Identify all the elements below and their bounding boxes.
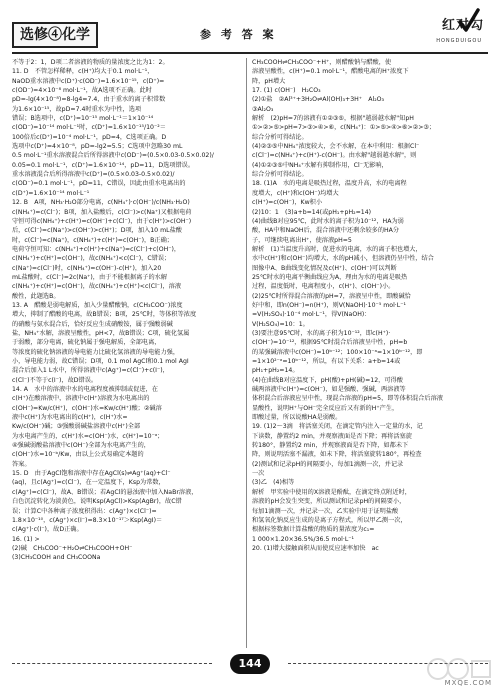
- answer-line: 溶液的pH会发生突变，所以测试和记录pH的间隔要小，: [252, 498, 406, 506]
- answer-line: 的硝酸与氨水混合后，恰好反应生成硝酸铵，属于强酸弱碱: [12, 320, 173, 328]
- answer-line: 12. B A项，NH₃·H₂O部分电离，c(NH₄⁺)·c(OH⁻)/c(NH₃·H₂O): [12, 199, 190, 207]
- answer-line: 解析 (2)pH=7的溶液有①②③⑤，根据"越弱越水解"知pH: [252, 115, 414, 123]
- answer-line: 增大，抑制了醋酸的电离，故B错误；B项，25℃时，等体积等浓度: [12, 311, 197, 319]
- answer-line: mL盐酸时，c(Cl⁻)=2c(Na⁺)，由于不能根据离子的水解: [12, 273, 168, 281]
- answer-line: c(Cl⁻)不等于c(I⁻)，故D错误。: [12, 376, 98, 384]
- answer-line: 酸，HA中和NaOH后，混合溶液中还剩余较多的HA分: [252, 227, 400, 235]
- answer-line: 解析 (1)当温度升高时，促进水的电离，水的离子积也增大，: [252, 245, 422, 253]
- answer-line: 0.5 mol·L⁻¹重水溶液混合后所得溶液中c(OD⁻)=(0.5×0.03-0.5×0.02)/: [12, 152, 214, 160]
- answer-line: 即酸过量，所以说酸HA是弱酸。: [252, 414, 342, 422]
- answer-line: 1.8×10⁻¹⁰，c(Ag⁺)×c(I⁻)=8.3×10⁻¹⁷＞Ksp(AgI)＝: [12, 516, 163, 524]
- answer-line: 1 000×1.20×36.5%/36.5 mol·L⁻¹: [252, 535, 355, 543]
- page-number: 144: [230, 654, 270, 674]
- answer-line: 误；计算C中各种离子浓度积得出：c(Ag⁺)×c(Cl⁻)=: [12, 507, 157, 515]
- answer-line: 小，导电能力弱，故C错误；D项，0.1 mol AgCl和0.1 mol AgI: [12, 358, 189, 365]
- answer-line: c(D⁺)=1.6×10⁻¹⁴ mol·L⁻¹: [12, 189, 90, 197]
- answer-line: 盐，NH₄⁺水解，溶液呈酸性，pH<7，故B错误；C项，硫化氢属: [12, 329, 190, 337]
- answer-line: c(Ag⁺)·c(I⁻)，故D正确。: [12, 526, 83, 534]
- column-divider: [246, 58, 247, 648]
- answer-line: 答案。: [12, 460, 31, 468]
- answer-line: 的某强碱溶液中c(OH⁻)=10ᵇ⁻¹²；100×10⁻ᵃ=1×10ᵇ⁻¹²，即: [252, 348, 423, 356]
- answer-line: (4)②③⑤中NH₄⁺浓度较大，会不水解，在本中利用：根据Cl⁻: [252, 143, 420, 151]
- answer-line: 解析 甲实验中使用的X溶液是酚酞，在滴定终点附近时，: [252, 488, 411, 496]
- section-title: 参 考 答 案: [200, 28, 277, 41]
- answer-line: 液中c(H⁺)为水电离出的c(H⁺)，c(H⁺)水=: [12, 414, 128, 422]
- answer-line: (2)碱 CH₃COO⁻+H₂O⇌CH₃COOH+OH⁻: [12, 544, 133, 552]
- answer-line: 和氢氧化钠反应生成的是离子方程式，所以甲乙测一次，: [252, 516, 407, 524]
- answer-line: c(H⁺)在酸溶液中，溶液中c(H⁺)溶液为水电离出的: [12, 395, 150, 403]
- brand-subtitle: HONGDUIGOU: [436, 38, 482, 44]
- answer-line: 等浓度的硫化钠溶液的导电能力比硫化氢溶液的导电能力强，: [12, 348, 180, 356]
- answer-line: 一次: [252, 470, 265, 478]
- answer-line: 酸性，此题选B。: [12, 292, 60, 300]
- answer-line: 白色沉淀转化为淡黄色，说明Ksp(AgCl)>Ksp(AgBr)，故C错: [12, 498, 182, 506]
- answer-line: (4)在曲线B对应温度下，pH(酸)+pH(碱)=12，可得酸: [252, 376, 403, 384]
- answer-line: c(NH₄⁺)+c(H⁺)=c(OH⁻)，故c(NH₄⁺)+c(H⁺)<c(Cl⁻)，溶液: [12, 283, 182, 291]
- answer-line: =1×10²⁻ᵃ=10ᵇ⁻¹²，所以，有以下关系：a+b=14或: [252, 358, 401, 365]
- answer-line: 16. (1) >: [12, 535, 40, 543]
- answer-line: c(NH₄⁺)+c(H⁺)=c(OH⁻)，故c(NH₄⁺)<c(Cl⁻)，C错误；: [12, 255, 171, 263]
- answer-line: (4)①②③⑤中NH₄⁺水解有抑制作用，Cl⁻无影响，: [252, 161, 388, 169]
- page-header: [12, 8, 488, 52]
- answer-line: c(Cl⁻)=c(NH₄⁺)+c(H⁺)-c(OH⁻)。由水解"越弱越水解"，则: [252, 152, 417, 160]
- answer-line: 后，c(Cl⁻)=c(Na⁺)>c(OH⁻)>c(H⁺)；D项，加入10 mL盐酸: [12, 227, 182, 235]
- answer-line: 图像中A、B曲线变化情况及c(H⁺)、c(OH⁻)可以判断: [252, 264, 397, 272]
- answer-line: c(OH⁻)=Kw/c(H⁺)，c(OH⁻)水=Kw/c(H⁺)酸；②碱溶: [12, 404, 162, 412]
- answer-line: (2)25℃时所得混合溶液的pH=7，溶液呈中性，即酸碱恰: [252, 292, 411, 300]
- brand-logo: 红对勾: [441, 18, 484, 33]
- answer-line: 好中和，即n(OH⁻)=n(H⁺)，则V(NaOH)·10⁻⁵ mol·L⁻¹: [252, 301, 406, 309]
- answer-line: c(OD⁻)=4×10⁻⁸ mol·L⁻¹，故A选项不正确。此时: [12, 87, 152, 95]
- answer-line: 综合分析可得结论。: [252, 133, 308, 141]
- answer-line: (2)10：1 (3)a+b=14(或pH₁+pH₂=14): [252, 208, 372, 216]
- answer-line: 水中c(H⁺)和c(OH⁻)均增大，水的pH减小，但溶液仍呈中性，结合: [252, 255, 434, 263]
- answer-line: 选项中c(D⁺)=4×10⁻⁸，pD=-lg2=5.5；C选项中忽略30 mL: [12, 143, 183, 151]
- answer-line: 综合分析可得结论。: [252, 171, 308, 179]
- answer-line: 度增大，c(H⁺)和c(OH⁻)均增大: [252, 189, 339, 197]
- answer-line: 17. (1) c(OH⁻) H₂CO₃: [252, 87, 321, 95]
- answer-line: 19. (1)2～3滴 将活塞关闭，在滴定管内注入一定量的水，记: [252, 423, 423, 431]
- answer-line: 转180°，静置约2 min，并观察液面是否下降，如都未下: [252, 442, 409, 450]
- answer-line: V(H₂SO₄)=10：1。: [252, 320, 309, 328]
- answer-line: pH₁+pH₂=14。: [252, 367, 299, 375]
- answer-line: 降，pH增大: [252, 77, 286, 85]
- answer-column-left: [12, 58, 246, 648]
- answer-line: c(OD⁻)=0.1 mol·L⁻¹，pD=11，C错误，因此由重水电离出的: [12, 180, 186, 188]
- book-title: 选修④化学: [12, 22, 98, 48]
- answer-line: NaOD重水溶液中c(D⁺)·c(OD⁻)=1.6×10⁻¹⁵，c(D⁺)=: [12, 77, 165, 85]
- answer-line: 于弱酸，部分电离，硫化钠属于强电解质，全部电离，: [12, 339, 161, 347]
- answer-line: =V(H₂SO₄)·10⁻⁴ mol·L⁻¹，得V(NaOH)：: [252, 311, 371, 319]
- answer-line: ③Al₂O₃: [252, 105, 274, 113]
- answer-line: 20. (1)增大接触面积从而使反应速率加快 ac: [252, 544, 379, 552]
- checkmark-icon: [458, 8, 480, 34]
- answer-line: 100倍后c(D⁺)=10⁻⁴ mol·L⁻¹，pD=4，C选项正确。D: [12, 133, 167, 141]
- answer-line: 不等于2：1，D项二者溶液的物质的量浓度之比为1：2。: [12, 59, 169, 66]
- answer-line: c(NH₄⁺)=c(Cl⁻)；B项，加入盐酸后，c(Cl⁻)>c(Na⁺)又根据电荷: [12, 208, 192, 216]
- answer-line: 为水电离产生的，c(H⁺)水=c(OH⁻)水，c(H⁺)=10⁻ᵃ；: [12, 432, 164, 440]
- answer-line: (3)CH₃COOH and CH₃COONa: [12, 554, 101, 562]
- answer-line: 重水溶液混合后所得溶液中c(D⁺)=(0.5×0.03-0.5×0.02)/: [12, 171, 175, 179]
- answer-line: 18. (1)A 水的电离是吸热过程，温度升高，水的电离程: [252, 180, 407, 188]
- answer-line: ④强碱弱酸盐溶液中c(OH⁻)全部为水电离产生的，: [12, 442, 150, 450]
- answer-line: pD=-lg(4×10⁻⁸)=8-lg4=7.4，由于重水的离子积常数: [12, 96, 166, 104]
- answer-line: (2)①盐 ②Al³⁺+3H₂O⇌Al(OH)₃+3H⁺ Al₂O₃: [252, 96, 385, 104]
- answer-line: 13. A 醋酸是弱电解质，加入少量醋酸钠，c(CH₃COO⁻)浓度: [12, 301, 183, 309]
- answer-line: (2)测试和记录pH的间隔要小，每加1滴测一次，并记录: [252, 460, 404, 468]
- answer-column-right: [252, 58, 486, 648]
- answer-line: c(OH⁻)=10⁻¹²，根据95℃时混合后溶液呈中性，pH=b: [252, 339, 408, 347]
- answer-line: c(OH⁻)水=10⁻ᵇ/Kw，由以上公式易确定本题的: [12, 451, 144, 459]
- answer-line: (4)曲线B对应95℃，此时水的离子积为10⁻¹²，HA为弱: [252, 217, 404, 225]
- answer-line: 11. D 不管怎样稀释，c(H⁺)均大于0.1 mol·L⁻¹，: [12, 68, 154, 76]
- answer-line: 显酸性，说明H⁺与OH⁻完全反应后又有新的H⁺产生，: [252, 404, 399, 412]
- answer-line: 时，c(Cl⁻)=c(Na⁺)，c(NH₄⁺)+c(H⁺)=c(OH⁻)，B正确；: [12, 236, 173, 244]
- answer-line: 过程，温度低时，电离程度小，c(H⁺)、c(OH⁻)小。: [252, 283, 395, 291]
- answer-line: c(H⁺)=c(OH⁻)，Kw积小: [252, 199, 323, 207]
- answer-line: ①>②>⑤>pH=7>③>④>⑥，c(NH₄⁺)：①>⑤>④>⑥>②>③；: [252, 124, 436, 132]
- answer-line: Kw/c(OH⁻)碱；③强酸弱碱盐溶液中c(H⁺)全部: [12, 423, 141, 431]
- answer-line: 15. D 由于AgCl饱和溶液中存在AgCl(s)⇌Ag⁺(aq)+Cl⁻: [12, 470, 171, 478]
- answer-line: CH₃COOH⇌CH₃COO⁻+H⁺，则醋酸钠与醋酸，使: [252, 59, 392, 66]
- answer-line: 根据标签数据计算盐酸的物质的量浓度为c₁=: [252, 526, 375, 534]
- answer-line: 混合后加入1 L水中，所得溶液中c(Ag⁺)=c(Cl⁻)+c(I⁻)，: [12, 367, 169, 375]
- answer-line: 降，则说明活塞不漏液，如未下降，将活塞旋转180°，再检查: [252, 451, 422, 459]
- footer-rule-left: [12, 663, 212, 664]
- answer-line: 守恒可得c(NH₄⁺)+c(H⁺)=c(OH⁻)+c(Cl⁻)，由于c(H⁺)>c(OH⁻): [12, 217, 192, 225]
- answer-line: 为1.6×10⁻¹⁵，故pD=7.4时重水为中性，选项: [12, 105, 142, 113]
- answer-line: 0.05=0.1 mol·L⁻¹，c(D⁺)=1.6×10⁻¹⁴，pD=11，D选项错误。: [12, 161, 195, 169]
- answer-line: c(Ag⁺)=c(Cl⁻)，故A、B错误；若AgCl的悬浊液中加入NaBr溶液，: [12, 488, 198, 496]
- answer-line: 子，可继续电离出H⁺，使溶液pH=5: [252, 236, 352, 244]
- answer-line: c(OD⁻)=10⁻¹⁴ mol·L⁻¹时，c(D⁺)=1.6×10⁻¹⁵/10⁻²＝: [12, 124, 166, 132]
- watermark-text: MXQE.COM: [444, 679, 492, 687]
- answer-line: 下读数，静置约2 min，并观察液面是否下降；再将活塞旋: [252, 432, 412, 440]
- answer-line: 溶液呈酸性，c(H⁺)=0.1 mol·L⁻¹，醋酸电离的H⁺浓度下: [252, 68, 409, 76]
- answer-line: 14. A 水中的溶液中水的电离程度被抑制或促进，在: [12, 386, 158, 394]
- answer-line: 碱两溶液中c(H⁺)=c(OH⁻)，如是强酸、强碱，两溶液等: [252, 386, 406, 394]
- answer-line: (3)乙 (4)相等: [252, 479, 295, 487]
- answer-line: 25℃时水的电离平衡曲线应为A，理由为水的电离是吸热: [252, 273, 408, 281]
- header-divider: [12, 52, 488, 54]
- answer-line: (3)要注意95℃时，水的离子积为10⁻¹²，即c(H⁺)·: [252, 329, 391, 337]
- answer-line: (aq)，且c(Ag⁺)=c(Cl⁻)，在一定温度下，Ksp为常数，: [12, 479, 165, 487]
- answer-line: 体积混合后溶液应呈中性，现混合溶液的pH=5，即等体积混合后溶液: [252, 395, 443, 403]
- answer-line: 错误；B选项中，c(D⁺)=10⁻¹⁵ mol·L⁻¹＝1×10⁻¹⁴: [12, 115, 154, 123]
- answer-line: 电荷守恒可知：c(NH₄⁺)+c(H⁺)+c(Na⁺)=c(Cl⁻)+c(OH⁻)，: [12, 245, 181, 253]
- answer-line: 每加1滴测一次，并记录一次，乙实验中用于证明盐酸: [252, 507, 399, 515]
- answer-line: c(Na⁺)=c(Cl⁻)时，c(NH₄⁺)=c(OH⁻)-c(H⁺)，加入20: [12, 264, 162, 272]
